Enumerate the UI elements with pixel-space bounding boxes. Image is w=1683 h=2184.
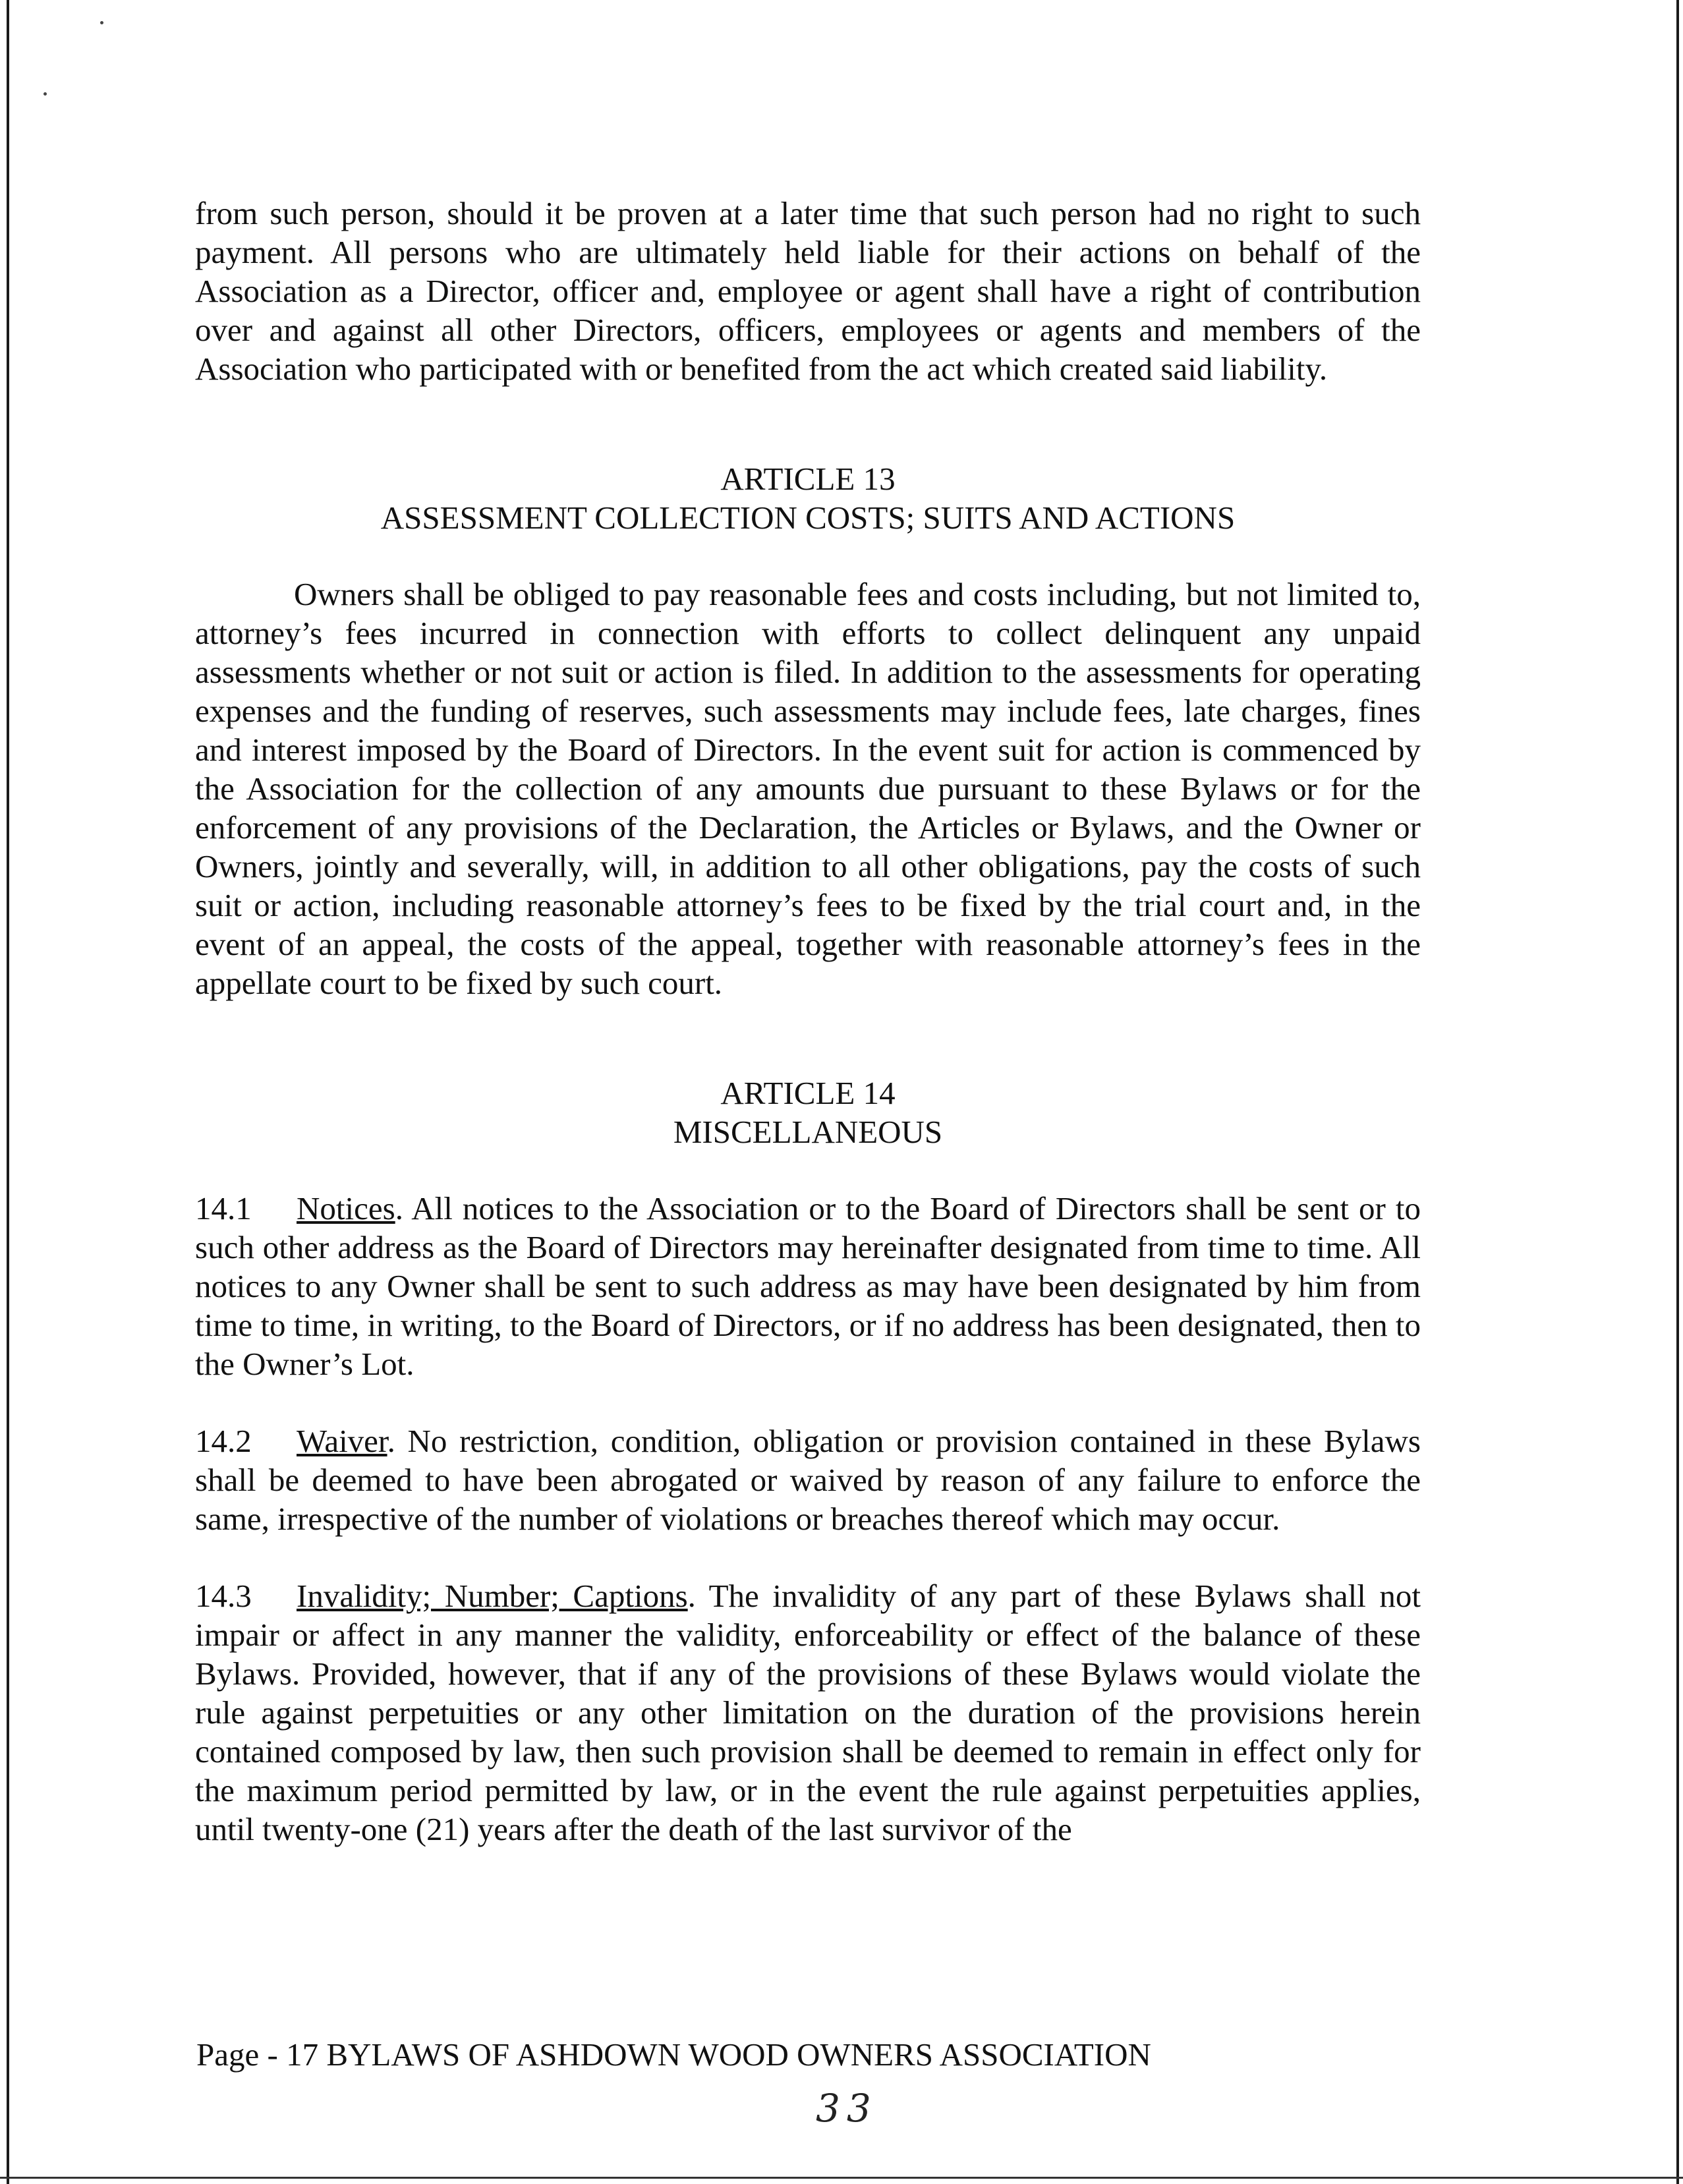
article-13-body: Owners shall be obliged to pay reasonable fees and costs including, but not limited to, attorney’s fees incurred in connection with efforts to collect delinquent any unpaid assessments whether or not suit or action is filed. In addition to the assessments for operating expenses and the funding of reserves, such assessments may include fees, late charges, fines and interest imposed by the Board of Directors. In the event suit for action is commenced by the Association for the collection of any amounts due pursuant to these Bylaws or for the enforcement of any provisions of the Declaration, the Articles or Bylaws, and the Owner or Owners, jointly and severally, will, in addition to all other obligations, pay the costs of such suit or action, including reasonable attorney’s fees to be fixed by the trial court and, in the event of an appeal, the costs of the appeal, together with reasonable attorney’s fees in the appellate court to be fixed by such court. (195, 576, 1421, 1001)
section-title: Invalidity; Number; Captions (297, 1578, 688, 1614)
page-footer: Page - 17 BYLAWS OF ASHDOWN WOOD OWNERS ASSOCIATION (196, 2036, 1151, 2073)
scan-edge-bottom (0, 2177, 1683, 2179)
section-title: Waiver (297, 1423, 387, 1459)
scan-edge-left (7, 0, 9, 2184)
article-14-number: ARTICLE 14 (720, 1075, 896, 1111)
section-14-3 (195, 1576, 1421, 1849)
handwritten-page-number: 33 (816, 2086, 878, 2131)
section-number: 14.3 (195, 1578, 252, 1614)
section-text: . The invalidity of any part of these Bylaws shall not impair or affect in any manner the validity, enforceability or effect of the balance of these Bylaws. Provided, however, that if any of the provisions of these Bylaws would violate the rule against perpetuities or any other limitation on the duration of the provisions herein contained composed by law, then such provision shall be deemed to remain in effect only for the maximum period permitted by law, or in the event the rule against perpetuities applies, until twenty-one (21) years after the death of the last survivor of the (195, 1578, 1421, 1847)
article-13-number: ARTICLE 13 (720, 461, 896, 497)
scan-speck (43, 92, 47, 96)
section-14-2 (195, 1422, 1421, 1538)
section-number: 14.2 (195, 1423, 252, 1459)
article-14-title: MISCELLANEOUS (673, 1114, 943, 1150)
section-number: 14.1 (195, 1190, 252, 1226)
scan-edge-right (1676, 0, 1679, 2184)
section-14-1 (195, 1189, 1421, 1383)
continuation-paragraph: from such person, should it be proven at a later time that such person had no right to such payment. All persons who are ultimately held liable for their actions on behalf of the Association as a Director, officer and, employee or agent shall have a right of contribution over and against all other Directors, officers, employees or agents and members of the Association who participated with or benefited from the act which created said liability. (195, 195, 1421, 387)
section-title: Notices (297, 1190, 395, 1226)
section-text: . All notices to the Association or to the Board of Directors shall be sent or to such other address as the Board of Directors may hereinafter designated from time to time. All notices to any Owner shall be sent to such address as may have been designated by him from time to time, in writing, to the Board of Directors, or if no address has been designated, then to the Owner’s Lot. (195, 1190, 1421, 1382)
article-13-title: ASSESSMENT COLLECTION COSTS; SUITS AND ACTIONS (380, 500, 1236, 536)
document-body (195, 194, 1421, 1849)
scan-speck (100, 21, 103, 24)
section-text: . No restriction, condition, obligation or provision contained in these Bylaws shall be deemed to have been abrogated or waived by reason of any failure to enforce the same, irrespective of the number of violations or breaches thereof which may occur. (195, 1423, 1421, 1537)
